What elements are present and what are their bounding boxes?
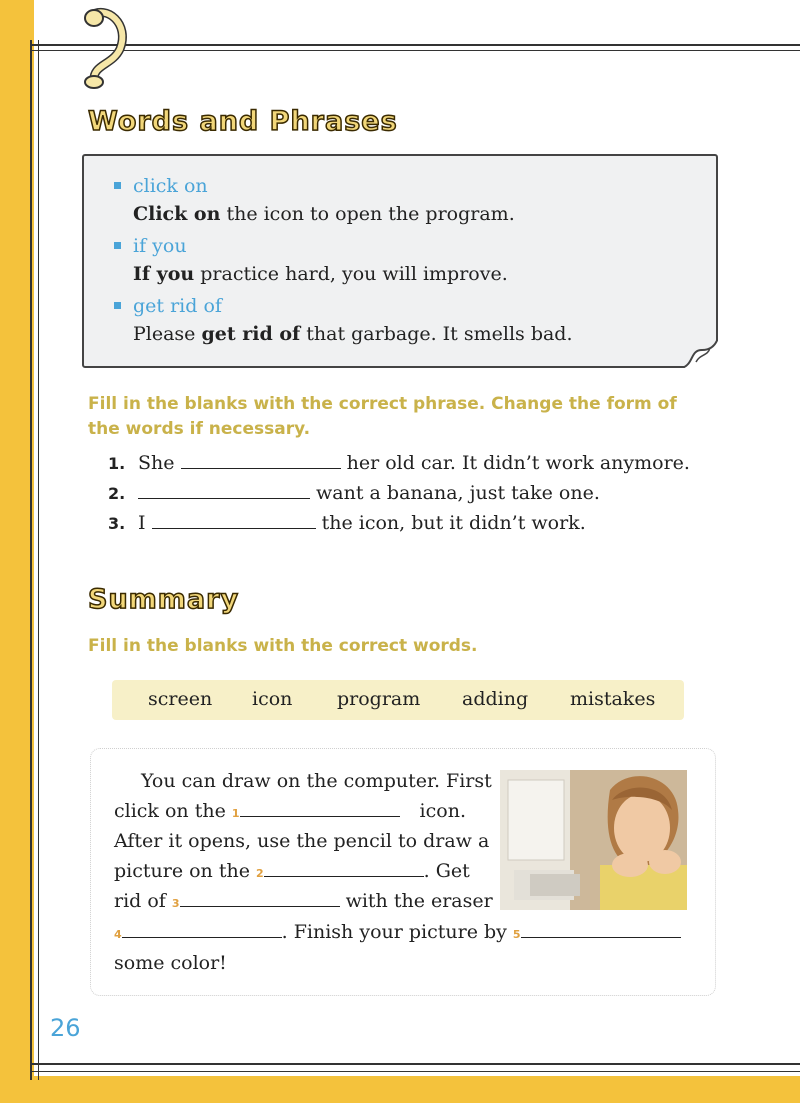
phrase-item (114, 292, 573, 348)
word-bank-item: screen (148, 688, 213, 710)
passage-text: . Get (423, 860, 470, 882)
blank-number: 4 (114, 928, 122, 941)
exercise-after: her old car. It didn’t work anymore. (340, 452, 690, 474)
phrase-example-bold: get rid of (201, 323, 301, 345)
passage-line (114, 860, 470, 882)
summary-heading: Summary (88, 584, 240, 615)
answer-blank[interactable] (122, 921, 282, 938)
phrase-example-bold: Click on (133, 203, 221, 225)
exercise-number: 3. (108, 514, 126, 533)
passage-text: . Finish your picture by (281, 921, 513, 943)
passage-text: click on the (114, 800, 232, 822)
phrase-item (114, 172, 515, 228)
instruction-line: Fill in the blanks with the correct phrase. Change the form of (88, 394, 677, 414)
phrase-example: that garbage. It smells bad. (300, 323, 573, 345)
passage-text: rid of (114, 890, 172, 912)
exercise-number: 2. (108, 484, 126, 503)
words-phrases-heading: Words and Phrases (88, 106, 398, 137)
bullet-icon (114, 182, 121, 189)
blank-number: 5 (512, 928, 521, 941)
exercise-before: She (138, 452, 181, 474)
exercise-number: 1. (108, 454, 126, 473)
summary-instruction: Fill in the blanks with the correct words. (88, 636, 478, 656)
blank-number: 3 (171, 897, 180, 910)
exercise-line (108, 482, 600, 504)
phrase-box (82, 154, 718, 368)
words-instruction (88, 392, 677, 442)
phrase-item (114, 232, 508, 288)
passage-line (114, 800, 466, 822)
phrase-example: the icon to open the program. (220, 203, 515, 225)
passage-text: with the eraser (339, 890, 493, 912)
instruction-line: the words if necessary. (88, 419, 311, 439)
passage-text: picture on the (114, 860, 256, 882)
blank-number: 2 (256, 867, 264, 880)
passage-line (114, 921, 681, 943)
page-number: 26 (50, 1014, 81, 1042)
word-bank (112, 680, 684, 720)
word-bank-item: program (337, 688, 421, 710)
answer-blank[interactable] (521, 921, 681, 938)
page-curl-icon (682, 338, 718, 368)
phrase-example: practice hard, you will improve. (194, 263, 508, 285)
answer-blank[interactable] (180, 890, 340, 907)
exercise-after: the icon, but it didn’t work. (315, 512, 586, 534)
answer-blank[interactable] (138, 482, 310, 499)
word-bank-item: mistakes (570, 688, 656, 710)
passage-line (114, 890, 493, 912)
exercise-line (108, 452, 690, 474)
passage-line: After it opens, use the pencil to draw a (114, 830, 490, 852)
bullet-icon (114, 302, 121, 309)
phrase-title: if you (133, 235, 187, 257)
top-border (30, 44, 800, 51)
exercise-after: want a banana, just take one. (310, 482, 600, 504)
left-border (30, 40, 39, 1080)
answer-blank[interactable] (181, 452, 341, 469)
word-bank-item: icon (252, 688, 293, 710)
answer-blank[interactable] (152, 512, 316, 529)
bottom-border (30, 1063, 800, 1072)
exercise-before: I (138, 512, 152, 534)
bullet-icon (114, 242, 121, 249)
word-bank-item: adding (462, 688, 529, 710)
passage-line: You can draw on the computer. First (141, 770, 492, 792)
answer-blank[interactable] (264, 860, 424, 877)
exercise-line (108, 512, 586, 534)
phrase-title: get rid of (133, 295, 222, 317)
phrase-title: click on (133, 175, 208, 197)
passage-text: icon. (413, 800, 466, 822)
blank-number: 1 (231, 807, 240, 820)
phrase-example-pre: Please (133, 323, 202, 345)
passage-line: some color! (114, 952, 227, 974)
phrase-example-bold: If you (133, 263, 195, 285)
binder-clip-icon (72, 4, 132, 94)
answer-blank[interactable] (240, 800, 400, 817)
girl-at-computer-photo (500, 770, 687, 910)
